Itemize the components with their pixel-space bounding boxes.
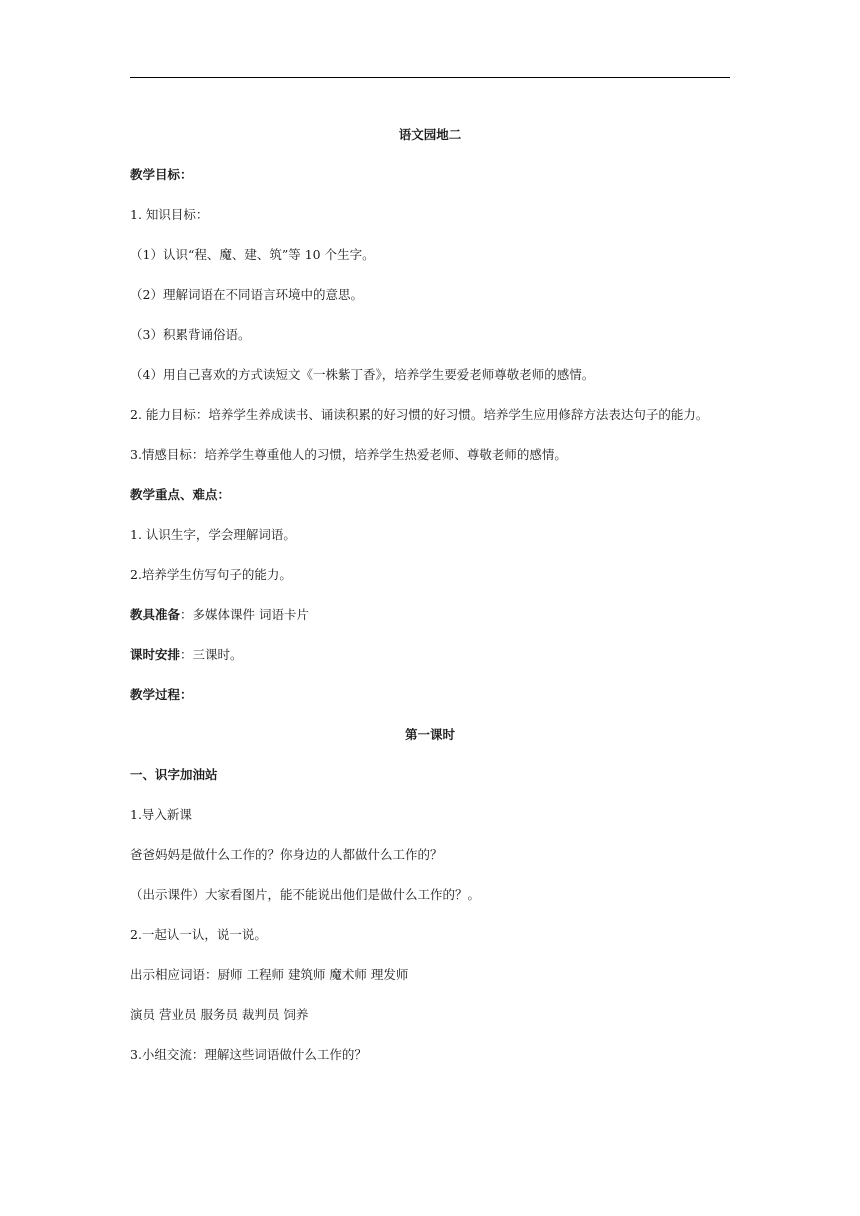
step-one: 1.导入新课 (130, 807, 192, 822)
goals-heading: 教学目标： (130, 167, 193, 182)
schedule-line (130, 644, 730, 665)
process-heading: 教学过程： (130, 687, 193, 702)
header-rule (130, 77, 730, 78)
emotion-goal: 3.情感目标：培养学生尊重他人的习惯，培养学生热爱老师、尊敬老师的感情。 (130, 447, 567, 462)
goal-item: （3）积累背诵俗语。 (130, 327, 251, 342)
schedule-value: ：三课时。 (180, 647, 243, 662)
tools-label: 教具准备 (130, 607, 181, 622)
show-courseware: （出示课件）大家看图片，能不能说出他们是做什么工作的？。 (130, 887, 481, 902)
tools-value: ：多媒体课件 词语卡片 (180, 607, 309, 622)
tools-line (130, 604, 730, 625)
goal-item: （1）认识“程、魔、建、筑”等 10 个生字。 (130, 247, 375, 262)
knowledge-goal: 1. 知识目标： (130, 207, 209, 222)
goal-item: （4）用自己喜欢的方式读短文《一株紫丁香》，培养学生要爱老师尊敬老师的感情。 (130, 367, 595, 382)
document-title: 语文园地二 (398, 127, 462, 142)
words-line-one: 出示相应词语：厨师 工程师 建筑师 魔术师 理发师 (130, 967, 409, 982)
lesson-title: 第一课时 (404, 727, 455, 742)
schedule-label: 课时安排 (130, 647, 181, 662)
ability-goal: 2. 能力目标：培养学生养成读书、诵读积累的好习惯的好习惯。培养学生应用修辞方法表达句子的能力。 (130, 407, 709, 422)
step-three: 3.小组交流：理解这些词语做什么工作的？ (130, 1047, 367, 1062)
step-two: 2.一起认一认，说一说。 (130, 927, 267, 942)
document-body (130, 124, 730, 1084)
goal-item: （2）理解词语在不同语言环境中的意思。 (130, 287, 363, 302)
key-point-item: 1. 认识生字，学会理解词语。 (130, 527, 296, 542)
section-heading: 一、识字加油站 (130, 767, 218, 782)
words-line-two: 演员 营业员 服务员 裁判员 饲养 (130, 1007, 309, 1022)
question-one: 爸爸妈妈是做什么工作的？你身边的人都做什么工作的？ (130, 847, 443, 862)
key-point-item: 2.培养学生仿写句子的能力。 (130, 567, 292, 582)
key-points-heading: 教学重点、难点： (130, 487, 231, 502)
